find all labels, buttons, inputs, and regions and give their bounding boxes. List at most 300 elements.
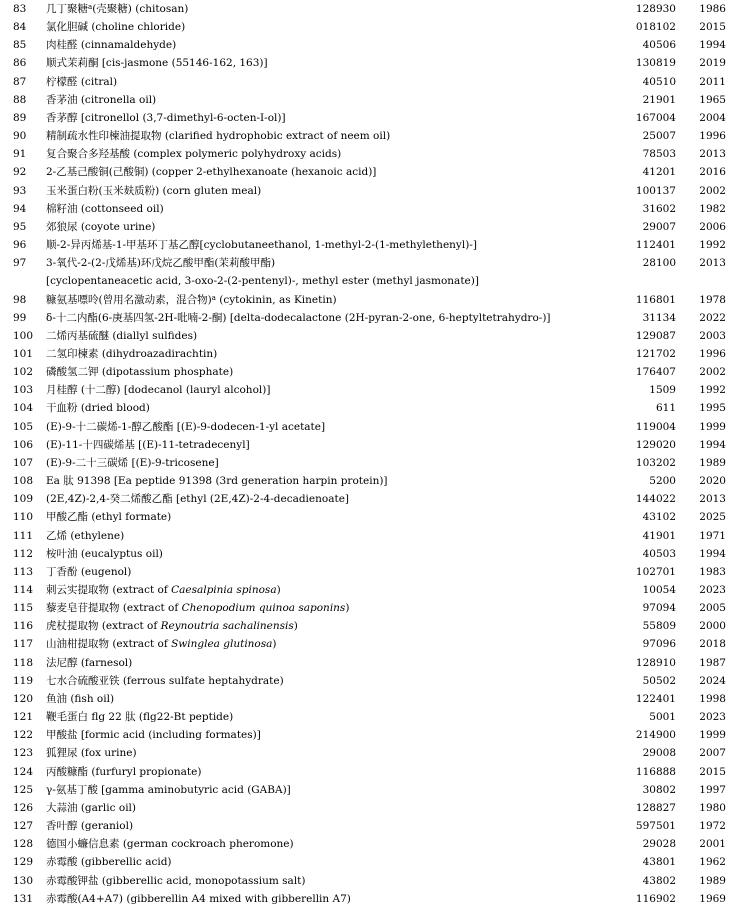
row-number: 108 xyxy=(13,475,34,488)
substance-name xyxy=(46,18,636,36)
table-row xyxy=(0,835,735,853)
substance-name xyxy=(46,472,636,490)
substance-name xyxy=(46,527,636,545)
pc-code: 5001 xyxy=(649,711,676,724)
pc-code: 31602 xyxy=(642,202,676,215)
substance-name xyxy=(46,744,636,762)
substance-name xyxy=(46,36,636,54)
row-number: 98 xyxy=(13,293,27,306)
row-number: 104 xyxy=(13,402,34,415)
row-number: 111 xyxy=(13,529,34,542)
pc-code: 144022 xyxy=(635,493,676,506)
substance-name-text: 郊狼尿 (coyote urine) xyxy=(46,220,156,233)
substance-name-text: 虎杖提取物 (extract of xyxy=(46,620,161,633)
substance-name xyxy=(46,654,636,672)
table-row xyxy=(0,744,735,762)
substance-name xyxy=(46,890,636,908)
pc-code: 78503 xyxy=(642,148,676,161)
registration-year: 2005 xyxy=(699,602,726,615)
row-number: 106 xyxy=(13,438,34,451)
substance-name xyxy=(46,54,636,72)
substance-name-text: 2-乙基己酸铜(己酸铜) (copper 2-ethylhexanoate (hexanoic acid)] xyxy=(46,166,377,179)
substance-name-rest: ) xyxy=(272,638,277,651)
substance-name xyxy=(46,508,636,526)
substance-name-text: 玉米蛋白粉(玉米麸质粉) (corn gluten meal) xyxy=(46,184,262,197)
pc-code: 597501 xyxy=(635,820,676,833)
registration-year: 2000 xyxy=(699,620,726,633)
substance-name-text: 桉叶油 (eucalyptus oil) xyxy=(46,547,163,560)
registration-year: 1986 xyxy=(699,3,726,15)
substance-name-rest: ) xyxy=(293,620,298,633)
registration-year: 2016 xyxy=(699,166,726,179)
row-number: 123 xyxy=(13,747,34,760)
pc-code: 129087 xyxy=(635,329,676,342)
pc-code: 41901 xyxy=(642,529,676,542)
substance-name-text: 顺式茉莉酮 [cis-jasmone (55146-162, 163)] xyxy=(46,57,268,70)
row-number: 94 xyxy=(13,202,27,215)
pc-code: 10054 xyxy=(642,584,676,596)
substance-name-rest: (壳聚糖) (chitosan) xyxy=(92,3,189,15)
registration-year: 2006 xyxy=(699,220,726,233)
substance-name-rest: ) xyxy=(276,584,281,596)
row-number: 122 xyxy=(13,729,34,742)
row-number: 84 xyxy=(13,21,27,34)
registration-year: 1983 xyxy=(699,565,726,578)
table-row xyxy=(0,73,735,91)
substance-name-text: 肉桂醛 (cinnamaldehyde) xyxy=(46,39,177,52)
substance-name xyxy=(46,200,636,218)
row-number: 97 xyxy=(13,257,27,270)
row-number: 113 xyxy=(13,565,34,578)
registration-year: 1996 xyxy=(699,130,726,143)
substance-name-text: 大蒜油 (garlic oil) xyxy=(46,801,137,814)
row-number: 88 xyxy=(13,93,27,106)
row-number: 91 xyxy=(13,148,27,161)
row-number: 110 xyxy=(13,511,34,524)
substance-name-text: 香叶醇 (geraniol) xyxy=(46,820,134,833)
table-row xyxy=(0,127,735,145)
pc-code: 119004 xyxy=(635,420,676,433)
substance-name xyxy=(46,690,636,708)
row-number: 130 xyxy=(13,874,34,887)
row-number: 112 xyxy=(13,547,34,560)
table-row xyxy=(0,708,735,726)
substance-name xyxy=(46,635,636,653)
registration-year: 1992 xyxy=(699,384,726,397)
row-number: 103 xyxy=(13,384,34,397)
registration-year: 2018 xyxy=(699,638,726,651)
substance-name-text: 香茅油 (citronella oil) xyxy=(46,93,157,106)
pc-code: 121702 xyxy=(635,347,676,360)
footnote-mark: a xyxy=(88,3,93,11)
pc-code: 128910 xyxy=(635,656,676,669)
table-row xyxy=(0,581,735,599)
substance-name xyxy=(46,291,636,309)
substance-name-text: 法尼醇 (farnesol) xyxy=(46,656,133,669)
substance-name-text: (E)-11-十四碳烯基 [(E)-11-tetradecenyl] xyxy=(46,438,250,451)
registration-year: 2013 xyxy=(699,148,726,161)
row-number: 118 xyxy=(13,656,34,669)
substance-name xyxy=(46,436,636,454)
registration-year: 2019 xyxy=(699,57,726,70)
registration-year: 2011 xyxy=(699,75,726,88)
substance-name-text: 鞭毛蛋白 flg 22 肽 (flg22-Bt peptide) xyxy=(46,711,234,724)
table-row xyxy=(0,872,735,890)
table-row xyxy=(0,54,735,72)
registration-year: 2001 xyxy=(699,838,726,851)
substance-name-text: γ-氨基丁酸 [gamma aminobutyric acid (GABA)] xyxy=(46,783,291,796)
row-number: 83 xyxy=(13,3,27,15)
registration-year: 2020 xyxy=(699,475,726,488)
registration-year: 1995 xyxy=(699,402,726,415)
table-row xyxy=(0,817,735,835)
table-row xyxy=(0,381,735,399)
registration-year: 2002 xyxy=(699,184,726,197)
table-row xyxy=(0,545,735,563)
row-number: 126 xyxy=(13,801,34,814)
substance-name-text: 几丁聚糖 xyxy=(46,3,88,15)
row-number: 114 xyxy=(13,584,34,596)
table-row xyxy=(0,763,735,781)
substance-name xyxy=(46,454,636,472)
substance-name xyxy=(46,0,636,18)
table-row xyxy=(0,454,735,472)
substance-name xyxy=(46,817,636,835)
substance-name-rest: ) xyxy=(345,602,350,615)
pc-code: 43801 xyxy=(642,856,676,869)
substance-name xyxy=(46,182,636,200)
row-number: 101 xyxy=(13,347,34,360)
pc-code: 29007 xyxy=(642,220,676,233)
substance-name-text: Ea 肽 91398 [Ea peptide 91398 (3rd generation harpin protein)] xyxy=(46,475,388,488)
table-row xyxy=(0,472,735,490)
table-row xyxy=(0,36,735,54)
substance-name xyxy=(46,254,636,272)
registration-year: 1999 xyxy=(699,420,726,433)
registration-year: 2023 xyxy=(699,584,726,596)
pc-code: 130819 xyxy=(635,57,676,70)
row-number: 86 xyxy=(13,57,27,70)
registration-year: 1994 xyxy=(699,547,726,560)
pc-code: 167004 xyxy=(635,111,676,124)
substance-name xyxy=(46,708,636,726)
table-row xyxy=(0,145,735,163)
substance-name xyxy=(46,109,636,127)
row-number: 99 xyxy=(13,311,27,324)
registration-year: 1972 xyxy=(699,820,726,833)
substance-name-text: (E)-9-二十三碳烯 [(E)-9-tricosene] xyxy=(46,456,219,469)
row-number: 116 xyxy=(13,620,34,633)
pc-code: 128827 xyxy=(635,801,676,814)
substance-name xyxy=(46,872,636,890)
pc-code: 40510 xyxy=(642,75,676,88)
substance-name xyxy=(46,91,636,109)
pc-code: 28100 xyxy=(642,257,676,270)
substance-name-text: 丁香酚 (eugenol) xyxy=(46,565,132,578)
registration-year: 1997 xyxy=(699,783,726,796)
substance-name xyxy=(46,599,636,617)
substance-name xyxy=(46,617,636,635)
row-number: 85 xyxy=(13,39,27,52)
registration-year: 2015 xyxy=(699,21,726,34)
substance-name xyxy=(46,545,636,563)
substance-name xyxy=(46,327,636,345)
registration-year: 1992 xyxy=(699,239,726,252)
pc-code: 29008 xyxy=(642,747,676,760)
table-row xyxy=(0,0,735,18)
table-row xyxy=(0,654,735,672)
row-number: 121 xyxy=(13,711,34,724)
table-row xyxy=(0,635,735,653)
substance-name-text: 赤霉酸 (gibberellic acid) xyxy=(46,856,172,869)
substance-name-text: 磷酸氢二钾 (dipotassium phosphate) xyxy=(46,366,234,379)
table-row xyxy=(0,508,735,526)
row-number: 100 xyxy=(13,329,34,342)
species-name: Chenopodium quinoa saponins xyxy=(181,602,346,615)
substance-name xyxy=(46,781,636,799)
row-number: 129 xyxy=(13,856,34,869)
substance-name-text: 德国小蠊信息素 (german cockroach pheromone) xyxy=(46,838,294,851)
row-number: 109 xyxy=(13,493,34,506)
pc-code: 103202 xyxy=(635,456,676,469)
row-number: 124 xyxy=(13,765,34,778)
substance-name-text: δ-十二内酯(6-庚基四氢-2H-吡喃-2-酮) [delta-dodecalactone (2H-pyran-2-one, 6-heptyltetrahydro-)] xyxy=(46,311,551,324)
table-row xyxy=(0,109,735,127)
substance-name-text: 赤霉酸钾盐 (gibberellic acid, monopotassium salt) xyxy=(46,874,306,887)
substance-name xyxy=(46,418,636,436)
table-row xyxy=(0,236,735,254)
table-row xyxy=(0,799,735,817)
row-number: 131 xyxy=(13,892,34,905)
substance-name xyxy=(46,145,636,163)
table-row xyxy=(0,436,735,454)
substance-name-text: 甲酸乙酯 (ethyl formate) xyxy=(46,511,172,524)
pc-code: 25007 xyxy=(642,130,676,143)
table-row xyxy=(0,291,735,309)
substance-name-text: 乙烯 (ethylene) xyxy=(46,529,125,542)
registration-year: 1996 xyxy=(699,347,726,360)
substance-name-text: 精制疏水性印楝油提取物 (clarified hydrophobic extract of neem oil) xyxy=(46,130,391,143)
substance-name-text: 七水合硫酸亚铁 (ferrous sulfate heptahydrate) xyxy=(46,674,284,687)
row-number: 102 xyxy=(13,366,34,379)
table-row xyxy=(0,200,735,218)
registration-year: 1980 xyxy=(699,801,726,814)
substance-name-text: 藜麦皂苷提取物 (extract of xyxy=(46,602,182,615)
table-row xyxy=(0,363,735,381)
substance-name-text: 复合聚合多羟基酸 (complex polymeric polyhydroxy acids) xyxy=(46,148,342,161)
pc-code: 116801 xyxy=(635,293,676,306)
pc-code: 97094 xyxy=(642,602,676,615)
substance-name xyxy=(46,581,636,599)
species-name: Reynoutria sachalinensis xyxy=(160,620,294,633)
registration-year: 2022 xyxy=(699,311,726,324)
registration-year: 1994 xyxy=(699,438,726,451)
row-number: 107 xyxy=(13,456,34,469)
registration-year: 2013 xyxy=(699,257,726,270)
table-row xyxy=(0,617,735,635)
pc-code: 116888 xyxy=(635,765,676,778)
pc-code: 116902 xyxy=(635,892,676,905)
table-row xyxy=(0,91,735,109)
substance-name-text: 刺云实提取物 (extract of xyxy=(46,584,172,596)
substance-name xyxy=(46,563,636,581)
table-row xyxy=(0,672,735,690)
substance-name xyxy=(46,236,636,254)
table-row xyxy=(0,182,735,200)
pc-code: 30802 xyxy=(642,783,676,796)
substance-name xyxy=(46,218,636,236)
registration-year: 1989 xyxy=(699,456,726,469)
substance-name-text: 丙酸糠酯 (furfuryl propionate) xyxy=(46,765,202,778)
substance-name-text: 顺-2-异丙烯基-1-甲基环丁基乙醇[cyclobutaneethanol, 1-methyl-2-(1-methylethenyl)-] xyxy=(46,239,477,252)
registration-year: 2023 xyxy=(699,711,726,724)
row-number: 95 xyxy=(13,220,27,233)
table-row xyxy=(0,599,735,617)
pc-code: 21901 xyxy=(642,93,676,106)
pc-code: 43802 xyxy=(642,874,676,887)
table-row xyxy=(0,563,735,581)
pc-code: 611 xyxy=(655,402,676,415)
row-number: 127 xyxy=(13,820,34,833)
pc-code: 41201 xyxy=(642,166,676,179)
substance-name xyxy=(46,799,636,817)
registration-year: 1998 xyxy=(699,692,726,705)
registration-year: 2003 xyxy=(699,329,726,342)
registration-year: 2025 xyxy=(699,511,726,524)
substance-name-text: (2E,4Z)-2,4-癸二烯酸乙酯 [ethyl (2E,4Z)-2-4-decadienoate] xyxy=(46,493,350,506)
substance-name xyxy=(46,853,636,871)
substance-name xyxy=(46,73,636,91)
table-row xyxy=(0,726,735,744)
pc-code: 43102 xyxy=(642,511,676,524)
substance-name xyxy=(46,345,636,363)
substance-name xyxy=(46,763,636,781)
table-row xyxy=(0,309,735,327)
pc-code: 122401 xyxy=(635,692,676,705)
registration-year: 2024 xyxy=(699,674,726,687)
pc-code: 29028 xyxy=(642,838,676,851)
row-number: 125 xyxy=(13,783,34,796)
substance-name-text: 干血粉 (dried blood) xyxy=(46,402,150,415)
row-number: 105 xyxy=(13,420,34,433)
substance-name xyxy=(46,363,636,381)
species-name: Caesalpinia spinosa xyxy=(171,584,277,596)
registration-year: 1962 xyxy=(699,856,726,869)
table-row xyxy=(0,890,735,908)
registration-year: 2004 xyxy=(699,111,726,124)
pc-code: 129020 xyxy=(635,438,676,451)
table-row-continuation xyxy=(0,272,735,290)
substance-name-text: 狐狸尿 (fox urine) xyxy=(46,747,137,760)
registration-year: 2002 xyxy=(699,366,726,379)
registration-year: 1969 xyxy=(699,892,726,905)
pc-code: 1509 xyxy=(649,384,676,397)
species-name: Swinglea glutinosa xyxy=(171,638,273,651)
substance-name-text: 二氢印楝素 (dihydroazadirachtin) xyxy=(46,347,218,360)
table-row xyxy=(0,527,735,545)
row-number: 87 xyxy=(13,75,27,88)
table-row xyxy=(0,18,735,36)
row-number: 96 xyxy=(13,239,27,252)
row-number: 92 xyxy=(13,166,27,179)
pc-code: 5200 xyxy=(649,475,676,488)
registration-year: 2015 xyxy=(699,765,726,778)
registration-year: 1978 xyxy=(699,293,726,306)
substance-name xyxy=(46,163,636,181)
pc-code: 100137 xyxy=(635,184,676,197)
substance-name-continuation: [cyclopentaneacetic acid, 3-oxo-2-(2-pentenyl)-, methyl ester (methyl jasmonate)] xyxy=(46,275,479,288)
table-row xyxy=(0,490,735,508)
registration-year: 1999 xyxy=(699,729,726,742)
substance-name-text: 山油柑提取物 (extract of xyxy=(46,638,172,651)
registration-year: 1989 xyxy=(699,874,726,887)
pc-code: 97096 xyxy=(642,638,676,651)
table-row xyxy=(0,345,735,363)
pc-code: 176407 xyxy=(635,366,676,379)
row-number: 93 xyxy=(13,184,27,197)
pc-code: 214900 xyxy=(635,729,676,742)
substance-name-text: (E)-9-十二碳烯-1-醇乙酸酯 [(E)-9-dodecen-1-yl acetate] xyxy=(46,420,326,433)
substance-name-text: 糠氨基嘌呤(曾用名激动素，混合物) xyxy=(46,293,212,306)
substance-name xyxy=(46,672,636,690)
footnote-mark: a xyxy=(211,293,216,302)
substance-name xyxy=(46,490,636,508)
registration-year: 1971 xyxy=(699,529,726,542)
substance-name-text: 赤霉酸(A4+A7) (gibberellin A4 mixed with gibberellin A7) xyxy=(46,892,351,905)
substance-name xyxy=(46,127,636,145)
pc-code: 128930 xyxy=(635,3,676,15)
table-row xyxy=(0,781,735,799)
pc-code: 40506 xyxy=(642,39,676,52)
table-row xyxy=(0,254,735,272)
row-number: 117 xyxy=(13,638,34,651)
row-number: 115 xyxy=(13,602,34,615)
table-row xyxy=(0,218,735,236)
pc-code: 018102 xyxy=(635,21,676,34)
table-row xyxy=(0,327,735,345)
registration-year: 1965 xyxy=(699,93,726,106)
pc-code: 112401 xyxy=(635,239,676,252)
table-row xyxy=(0,690,735,708)
substance-name-text: 甲酸盐 [formic acid (including formates)] xyxy=(46,729,261,742)
registration-year: 1982 xyxy=(699,202,726,215)
registration-year: 1987 xyxy=(699,656,726,669)
substance-name xyxy=(46,726,636,744)
substance-name xyxy=(46,381,636,399)
substance-name xyxy=(46,399,636,417)
substance-name-text: 氯化胆碱 (choline chloride) xyxy=(46,21,186,34)
substance-name-text: 柠檬醛 (citral) xyxy=(46,75,118,88)
table-row xyxy=(0,163,735,181)
substance-name-text: 二烯丙基硫醚 (diallyl sulfides) xyxy=(46,329,198,342)
pc-code: 31134 xyxy=(642,311,676,324)
substance-name-text: 香茅醇 [citronellol (3,7-dimethyl-6-octen-I-ol)] xyxy=(46,111,286,124)
pc-code: 55809 xyxy=(642,620,676,633)
substance-name xyxy=(46,835,636,853)
substance-name-rest: (cytokinin, as Kinetin) xyxy=(215,293,337,306)
substance-name-text: 棉籽油 (cottonseed oil) xyxy=(46,202,164,215)
substance-name xyxy=(46,309,636,327)
pc-code: 102701 xyxy=(635,565,676,578)
substance-name-text: 月桂醇 (十二醇) [dodecanol (lauryl alcohol)] xyxy=(46,384,271,397)
table-row xyxy=(0,853,735,871)
table-row xyxy=(0,418,735,436)
pc-code: 50502 xyxy=(642,674,676,687)
row-number: 89 xyxy=(13,111,27,124)
registration-year: 1994 xyxy=(699,39,726,52)
row-number: 90 xyxy=(13,130,27,143)
row-number: 128 xyxy=(13,838,34,851)
